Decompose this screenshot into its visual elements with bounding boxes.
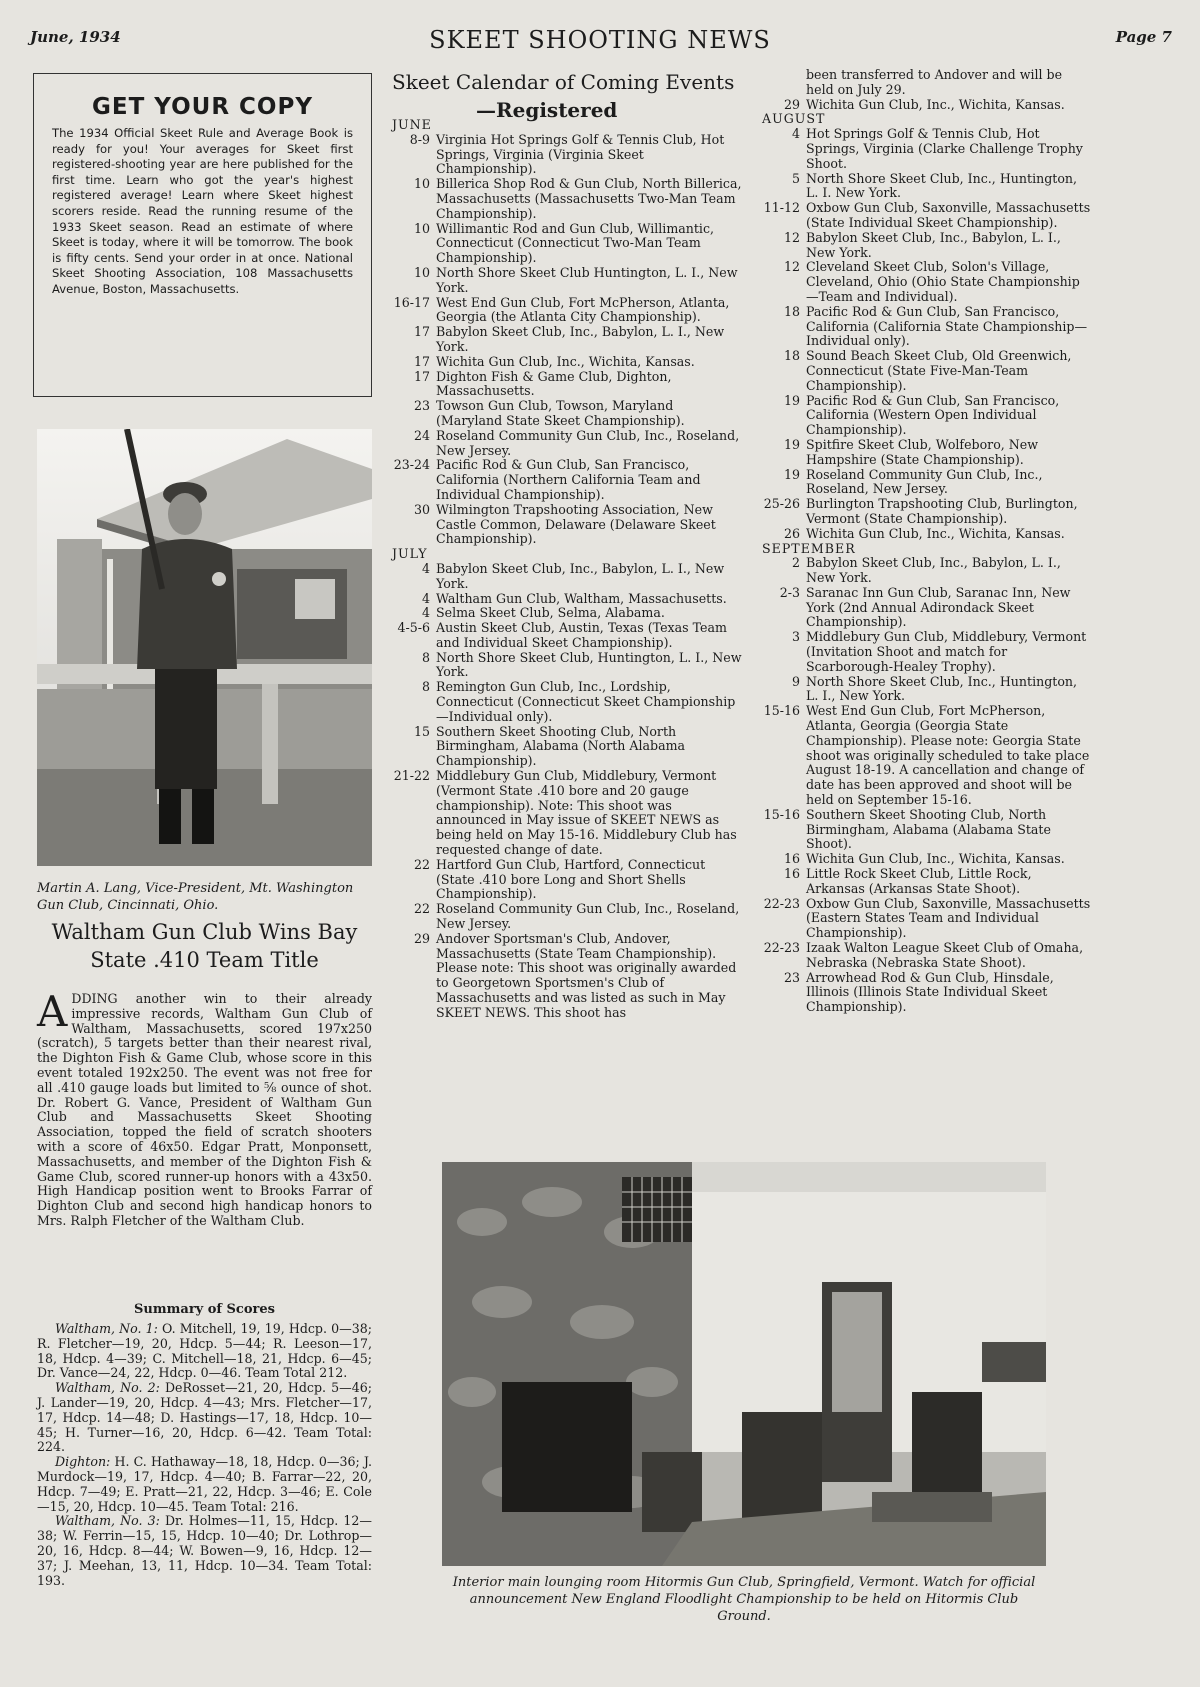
calendar-entry <box>392 399 742 429</box>
event-description: Virginia Hot Springs Golf & Tennis Club, Hot Springs, Virginia (Virginia Skeet Championship). <box>436 131 725 177</box>
event-description: Middlebury Gun Club, Middlebury, Vermont (Invitation Shoot and match for Scarborough-Healey Trophy). <box>806 629 1087 674</box>
calendar-entry <box>762 394 1092 438</box>
event-date: 22-23 <box>763 940 800 956</box>
score-paragraph <box>37 1455 372 1514</box>
calendar-title: Skeet Calendar of Coming Events <box>392 70 735 94</box>
photo2-caption: Interior main lounging room Hitormis Gun Club, Springfield, Vermont. Watch for official announcement New England Floodlight Championship to be held on Hitormis Club Ground. <box>452 1575 1036 1624</box>
event-date: 29 <box>783 96 800 112</box>
event-date: 18 <box>783 303 800 319</box>
calendar-entry <box>762 867 1092 897</box>
calendar-column-middle <box>392 118 742 1021</box>
calendar-entry <box>762 201 1092 231</box>
calendar-entry <box>392 562 742 592</box>
calendar-entry <box>392 680 742 724</box>
calendar-entry <box>762 630 1092 674</box>
event-description: Babylon Skeet Club, Inc., Babylon, L. I., New York. <box>806 229 1061 260</box>
calendar-month: AUGUST <box>762 111 826 127</box>
calendar-entry <box>762 586 1092 630</box>
event-date: 19 <box>783 436 800 452</box>
event-date: 16 <box>783 866 800 882</box>
calendar-entry <box>392 503 742 547</box>
event-date: 19 <box>783 392 800 408</box>
event-date: 23 <box>413 398 430 414</box>
event-description: Pacific Rod & Gun Club, San Francisco, California (California State Championship—Individual only). <box>806 303 1088 349</box>
event-date: 4 <box>421 605 430 621</box>
event-date: 8 <box>421 649 430 665</box>
calendar-right-list <box>762 98 1092 1015</box>
event-date: 22 <box>413 901 430 917</box>
event-description: Oxbow Gun Club, Saxonville, Massachusetts (State Individual Skeet Championship). <box>806 200 1091 230</box>
calendar-entry <box>762 527 1092 542</box>
calendar-entry <box>392 651 742 681</box>
event-description: North Shore Skeet Club, Inc., Huntington, L. I., New York. <box>806 673 1078 704</box>
team-scores: H. C. Hathaway—18, 18, Hdcp. 0—36; J. Murdock—19, 17, Hdcp. 4—40; B. Farrar—22, 20, Hdcp. 7—49; E. Pratt—21, 22, Hdcp. 3—46; E. Cole—15, 20, Hdcp. 10—45. Team Total: 216. <box>37 1454 372 1514</box>
team-scores: DeRosset—21, 20, Hdcp. 5—46; J. Lander—19, 20, Hdcp. 4—43; Mrs. Fletcher—17, 17, Hdcp. 14—48; D. Hastings—17, 18, Hdcp. 10—45; H. Turner—16, 20, Hdcp. 6—42. Team Total: 224. <box>37 1380 372 1455</box>
article-headline <box>37 918 372 974</box>
event-date: 26 <box>783 525 800 541</box>
calendar-entry <box>762 127 1092 171</box>
event-date: 15-16 <box>763 806 800 822</box>
event-description: Burlington Trapshooting Club, Burlington, Vermont (State Championship). <box>806 496 1078 526</box>
headline-line-1: Waltham Gun Club Wins Bay <box>51 920 358 944</box>
calendar-entry <box>392 429 742 459</box>
event-date: 10 <box>413 220 430 236</box>
calendar-entry <box>392 902 742 932</box>
calendar-month: JUNE <box>392 117 432 132</box>
copy-box-text: The 1934 Official Skeet Rule and Average Book is ready for you! Your averages for Skeet first registered-shooting year are here published for the first time. Learn who got the year's highest registered average! Learn where Skeet highest scorers reside. Read the running resume of the 1933 Skeet season. Read an estimate of where Skeet is today, where it will be tomorrow. The book is fifty cents. Send your order in at once. National Skeet Shooting Association, 108 Massachusetts Avenue, Boston, Massachusetts. <box>52 126 353 296</box>
event-description: Sound Beach Skeet Club, Old Greenwich, Connecticut (State Five-Man-Team Championship). <box>806 348 1072 393</box>
calendar-entry <box>762 808 1092 852</box>
event-date: 4 <box>421 560 430 576</box>
drop-cap: A <box>37 987 68 1036</box>
event-description: Little Rock Skeet Club, Little Rock, Arkansas (Arkansas State Shoot). <box>806 866 1032 896</box>
calendar-entry <box>762 971 1092 1015</box>
article-body <box>37 987 372 1229</box>
calendar-entry <box>762 852 1092 867</box>
event-description: Southern Skeet Shooting Club, North Birmingham, Alabama (North Alabama Championship). <box>436 723 686 769</box>
calendar-entry <box>392 370 742 400</box>
event-description: Selma Skeet Club, Selma, Alabama. <box>436 605 665 621</box>
team-name: Waltham, No. 1: <box>55 1321 158 1336</box>
photo1-caption: Martin A. Lang, Vice-President, Mt. Washington Gun Club, Cincinnati, Ohio. <box>37 881 354 913</box>
calendar-entry <box>762 468 1092 498</box>
event-date: 21-22 <box>393 768 430 784</box>
event-description: Andover Sportsman's Club, Andover, Massachusetts (State Team Championship). Please note: This shoot was originally awarded to Georgetown Sportsmen's Club of Massachusetts and was listed as such in May SKEET NEWS. This shoot has <box>436 930 737 1020</box>
calendar-entry <box>762 897 1092 941</box>
calendar-entry <box>392 458 742 502</box>
event-date: 8 <box>421 679 430 695</box>
event-date: 19 <box>783 466 800 482</box>
team-scores: O. Mitchell, 19, 19, Hdcp. 0—38; R. Fletcher—19, 20, Hdcp. 5—44; R. Leeson—17, 18, Hdcp. 4—39; C. Mitchell—18, 21, Hdcp. 6—45; Dr. Vance—24, 22, Hdcp. 0—46. Team Total 212. <box>37 1321 372 1381</box>
event-description: Wichita Gun Club, Inc., Wichita, Kansas. <box>806 851 1065 867</box>
event-date: 22-23 <box>763 895 800 911</box>
event-description: Babylon Skeet Club, Inc., Babylon, L. I., New York. <box>436 324 725 354</box>
event-date: 17 <box>413 368 430 384</box>
event-description: Spitfire Skeet Club, Wolfeboro, New Hampshire (State Championship). <box>806 436 1039 467</box>
calendar-entry <box>762 556 1092 586</box>
calendar-entry <box>762 675 1092 705</box>
calendar-entry <box>392 133 742 177</box>
calendar-entry <box>762 172 1092 202</box>
calendar-entry <box>392 725 742 769</box>
event-date: 2-3 <box>779 584 800 600</box>
event-description: Remington Gun Club, Inc., Lordship, Connecticut (Connecticut Skeet Championship—Individual only). <box>436 679 736 724</box>
calendar-entry <box>392 266 742 296</box>
calendar-entry <box>392 325 742 355</box>
score-paragraph <box>37 1514 372 1588</box>
event-description: Roseland Community Gun Club, Inc., Roseland, New Jersey. <box>436 901 740 932</box>
event-description: Cleveland Skeet Club, Solon's Village, Cleveland, Ohio (Ohio State Championship—Team and Individual). <box>806 259 1080 304</box>
score-paragraph <box>37 1322 372 1381</box>
event-date: 8-9 <box>409 131 430 147</box>
event-date: 5 <box>791 170 800 186</box>
calendar-entry <box>392 932 742 1021</box>
event-date: 17 <box>413 324 430 340</box>
calendar-entry <box>762 497 1092 527</box>
event-date: 16-17 <box>393 294 430 310</box>
score-paragraph <box>37 1381 372 1455</box>
calendar-entry <box>392 296 742 326</box>
article-text: DDING another win to their already impressive records, Waltham Gun Club of Waltham, Massachusetts, scored 197x250 (scratch), 5 targets better than their nearest rival, the Dighton Fish & Game Club, whose score in this event totaled 192x250. The event was not free for all .410 gauge loads but limited to ⅝ ounce of shot. Dr. Robert G. Vance, President of Waltham Gun Club and Massachusetts Skeet Shooting Association, topped the field of scratch shooters with a score of 46x50. Edgar Pratt, Monponsett, Massachusetts, and member of the Dighton Fish & Game Club, scored runner-up honors with a 43x50. High Handicap position went to Brooks Farrar of Dighton Club and second high handicap honors to Mrs. Ralph Fletcher of the Waltham Club. <box>37 991 372 1228</box>
calendar-entry <box>762 260 1092 304</box>
event-date: 15-16 <box>763 703 800 719</box>
event-description: Saranac Inn Gun Club, Saranac Inn, New York (2nd Annual Adirondack Skeet Championship). <box>806 584 1071 630</box>
event-description: Roseland Community Gun Club, Inc., Roseland, New Jersey. <box>436 427 740 458</box>
issue-date: June, 1934 <box>30 28 121 46</box>
event-description: Hot Springs Golf & Tennis Club, Hot Springs, Virginia (Clarke Challenge Trophy Shoot. <box>806 126 1083 171</box>
event-description: Wichita Gun Club, Inc., Wichita, Kansas. <box>806 525 1065 541</box>
event-date: 11-12 <box>763 200 800 216</box>
event-description: Arrowhead Rod & Gun Club, Hinsdale, Illinois (Illinois State Individual Skeet Championship). <box>806 969 1054 1015</box>
photo-hitormis-lounge <box>442 1162 1046 1566</box>
calendar-entry <box>762 98 1092 113</box>
event-description: Wilmington Trapshooting Association, New Castle Common, Delaware (Delaware Skeet Championship). <box>436 501 716 547</box>
calendar-entry <box>392 621 742 651</box>
calendar-registered-label: —Registered <box>476 98 618 122</box>
calendar-entry <box>392 177 742 221</box>
event-description: North Shore Skeet Club, Huntington, L. I., New York. <box>436 649 742 680</box>
calendar-entry <box>762 941 1092 971</box>
event-description: Austin Skeet Club, Austin, Texas (Texas Team and Individual Skeet Championship). <box>436 620 727 650</box>
calendar-entry <box>392 592 742 607</box>
event-description: North Shore Skeet Club, Inc., Huntington, L. I. New York. <box>806 170 1078 201</box>
event-description: Babylon Skeet Club, Inc., Babylon, L. I., New York. <box>436 560 725 591</box>
calendar-month: SEPTEMBER <box>762 540 856 556</box>
event-date: 17 <box>413 353 430 369</box>
calendar-entry <box>392 769 742 858</box>
event-description: Oxbow Gun Club, Saxonville, Massachusetts (Eastern States Team and Individual Championship). <box>806 895 1091 941</box>
event-date: 10 <box>413 264 430 280</box>
event-description: Towson Gun Club, Towson, Maryland (Maryland State Skeet Championship). <box>436 398 685 428</box>
event-date: 23-24 <box>393 457 430 473</box>
event-date: 15 <box>413 723 430 739</box>
calendar-entry <box>762 704 1092 808</box>
event-date: 24 <box>413 427 430 443</box>
event-date: 4-5-6 <box>397 620 430 636</box>
calendar-entry <box>392 858 742 902</box>
calendar-column-right <box>762 68 1092 1015</box>
event-date: 16 <box>783 851 800 867</box>
event-description: Waltham Gun Club, Waltham, Massachusetts. <box>436 590 727 606</box>
event-description: Pacific Rod & Gun Club, San Francisco, California (Northern California Team and Individual Championship). <box>436 457 701 502</box>
event-description: Dighton Fish & Game Club, Dighton, Massachusetts. <box>436 368 672 399</box>
calendar-entry <box>762 349 1092 393</box>
team-name: Dighton: <box>55 1454 111 1470</box>
event-description: Izaak Walton League Skeet Club of Omaha, Nebraska (Nebraska State Shoot). <box>806 940 1084 970</box>
event-description: North Shore Skeet Club Huntington, L. I., New York. <box>436 264 738 295</box>
event-description: West End Gun Club, Fort McPherson, Atlanta, Georgia (the Atlanta City Championship). <box>436 294 730 325</box>
calendar-month: JULY <box>392 546 428 562</box>
event-description: Southern Skeet Shooting Club, North Birmingham, Alabama (Alabama State Shoot). <box>806 806 1051 852</box>
event-date: 23 <box>783 969 800 985</box>
continued-entry-text: been transferred to Andover and will be held on July 29. <box>806 67 1063 97</box>
copy-box-title: GET YOUR COPY <box>91 94 313 120</box>
team-scores: Dr. Holmes—11, 15, Hdcp. 12—38; W. Ferrin—15, 15, Hdcp. 10—40; Dr. Lothrop—20, 16, Hdcp. 8—44; W. Bowen—9, 16, Hdcp. 12—37; J. Meehan, 13, 11, Hdcp. 10—34. Team Total: 193. <box>37 1513 372 1588</box>
event-description: West End Gun Club, Fort McPherson, Atlanta, Georgia (Georgia State Championship). Please note: Georgia State shoot was originally scheduled to take place August 18-19. A cancellation and change of date has been approved and shoot will be held on September 15-16. <box>806 703 1090 808</box>
event-date: 4 <box>791 126 800 142</box>
calendar-entry <box>762 305 1092 349</box>
get-your-copy-box <box>33 73 372 397</box>
publication-title: SKEET SHOOTING NEWS <box>429 26 771 54</box>
page-number: Page 7 <box>1115 28 1172 46</box>
calendar-entry <box>392 355 742 370</box>
headline-line-2: State .410 Team Title <box>90 948 319 972</box>
event-date: 22 <box>413 856 430 872</box>
event-description: Roseland Community Gun Club, Inc., Roseland, New Jersey. <box>806 466 1043 497</box>
photo-martin-lang <box>37 429 372 866</box>
event-date: 12 <box>783 229 800 245</box>
calendar-entry <box>762 231 1092 261</box>
event-description: Middlebury Gun Club, Middlebury, Vermont (Vermont State .410 bore and 20 gauge championship). Note: This shoot was announced in May issue of SKEET NEWS as being held on May 15-16. Middlebury Club has requested change of date. <box>436 768 737 858</box>
event-date: 10 <box>413 176 430 192</box>
event-date: 29 <box>413 930 430 946</box>
event-date: 12 <box>783 259 800 275</box>
event-date: 4 <box>421 590 430 606</box>
calendar-entry <box>762 438 1092 468</box>
event-description: Pacific Rod & Gun Club, San Francisco, California (Western Open Individual Championship). <box>806 392 1060 438</box>
event-description: Wichita Gun Club, Inc., Wichita, Kansas. <box>806 96 1065 112</box>
summary-heading: Summary of Scores <box>134 1302 275 1317</box>
team-name: Waltham, No. 2: <box>55 1380 160 1396</box>
event-description: Babylon Skeet Club, Inc., Babylon, L. I., New York. <box>806 555 1061 586</box>
calendar-entry <box>392 606 742 621</box>
event-description: Willimantic Rod and Gun Club, Willimantic, Connecticut (Connecticut Two-Man Team Championship). <box>436 220 715 266</box>
team-name: Waltham, No. 3: <box>55 1513 160 1529</box>
summary-of-scores <box>37 1322 372 1588</box>
event-date: 9 <box>791 673 800 689</box>
calendar-entry <box>392 222 742 266</box>
event-date: 18 <box>783 348 800 364</box>
event-date: 30 <box>413 501 430 517</box>
event-description: Wichita Gun Club, Inc., Wichita, Kansas. <box>436 353 695 369</box>
event-date: 2 <box>791 555 800 571</box>
event-date: 3 <box>791 629 800 645</box>
event-description: Hartford Gun Club, Hartford, Connecticut (State .410 bore Long and Short Shells Championship). <box>436 856 706 902</box>
event-description: Billerica Shop Rod & Gun Club, North Billerica, Massachusetts (Massachusetts Two-Man Team Championship). <box>436 176 742 221</box>
event-date: 25-26 <box>763 496 800 512</box>
